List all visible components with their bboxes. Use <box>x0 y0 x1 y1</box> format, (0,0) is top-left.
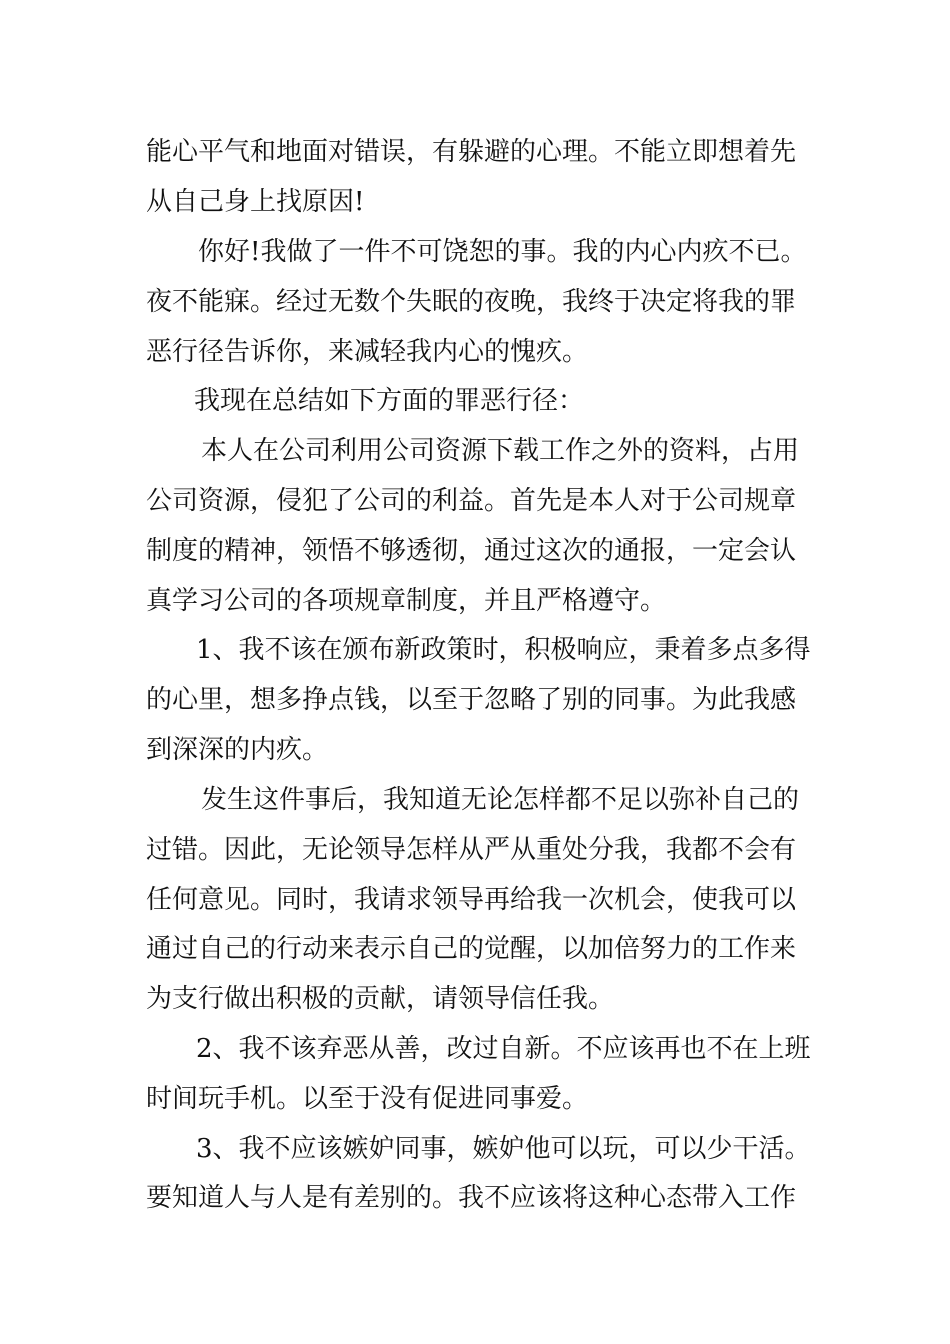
text-line: 时间玩手机。以至于没有促进同事爱。 <box>146 1084 589 1114</box>
text-line: 能心平气和地面对错误，有躲避的心理。不能立即想着先 <box>146 137 797 167</box>
text-line: 制度的精神，领悟不够透彻，通过这次的通报，一定会认 <box>146 536 797 566</box>
text-line: 为支行做出积极的贡献，请领导信任我。 <box>146 984 615 1014</box>
text-line: 通过自己的行动来表示自己的觉醒，以加倍努力的工作来 <box>146 934 797 964</box>
text-line: 发生这件事后，我知道无论怎样都不足以弥补自己的 <box>201 785 800 815</box>
text-line: 任何意见。同时，我请求领导再给我一次机会，使我可以 <box>146 885 797 915</box>
text-line: 本人在公司利用公司资源下载工作之外的资料，占用 <box>201 436 800 466</box>
text-line: 我现在总结如下方面的罪恶行径： <box>194 386 585 416</box>
text-line: 从自己身上找原因! <box>146 187 365 217</box>
text-line: 恶行径告诉你，来减轻我内心的愧疚。 <box>146 337 589 367</box>
text-line: 到深深的内疚。 <box>146 735 329 765</box>
text-line: 你好!我做了一件不可饶恕的事。我的内心内疚不已。 <box>198 237 807 267</box>
text-line: 公司资源，侵犯了公司的利益。首先是本人对于公司规章 <box>146 486 797 516</box>
text-line: 过错。因此，无论领导怎样从严从重处分我，我都不会有 <box>146 835 797 865</box>
text-line: 夜不能寐。经过无数个失眠的夜晚，我终于决定将我的罪 <box>146 287 797 317</box>
text-line: 要知道人与人是有差别的。我不应该将这种心态带入工作 <box>146 1183 797 1213</box>
text-line: 真学习公司的各项规章制度，并且严格遵守。 <box>146 586 667 616</box>
text-line: 3、我不应该嫉妒同事，嫉妒他可以玩，可以少干活。 <box>196 1134 811 1164</box>
text-line: 的心里，想多挣点钱，以至于忽略了别的同事。为此我感 <box>146 685 797 715</box>
text-line: 1、我不该在颁布新政策时，积极响应，秉着多点多得 <box>196 635 811 665</box>
text-line: 2、我不该弃恶从善，改过自新。不应该再也不在上班 <box>196 1034 811 1064</box>
